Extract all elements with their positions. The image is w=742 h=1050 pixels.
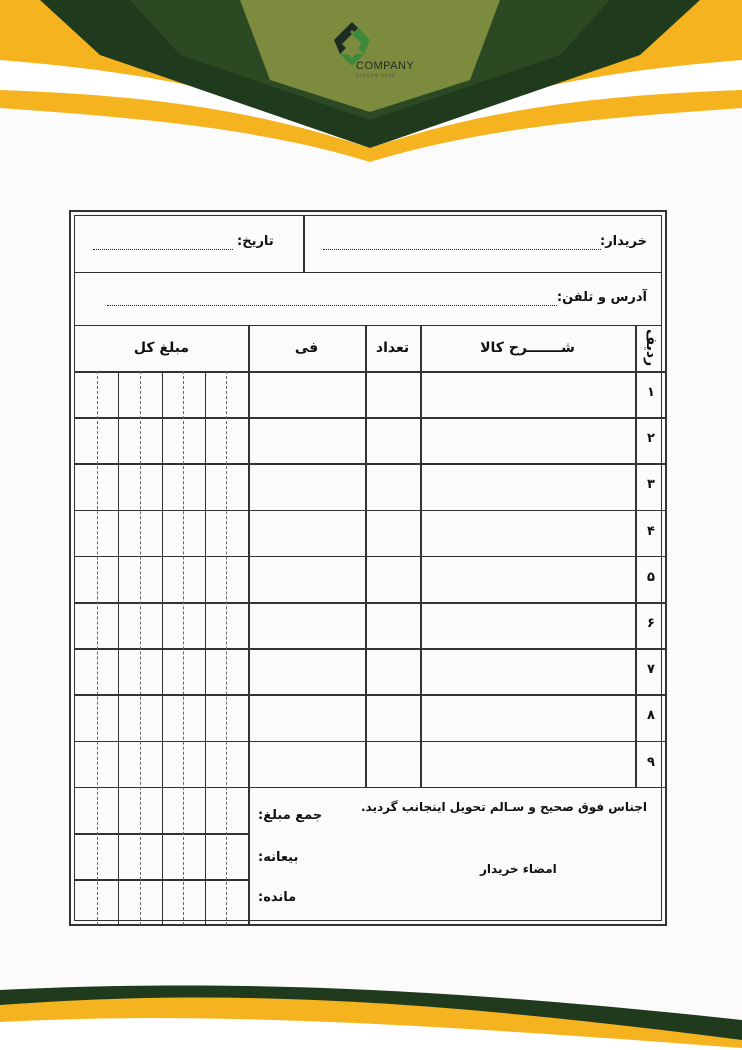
row-number: ۶	[647, 616, 655, 631]
row-number: ۹	[647, 754, 655, 770]
header-bottom-line	[75, 371, 667, 373]
buyer-signature: امضاء خریدار	[480, 862, 557, 876]
row-number: ۲	[647, 431, 655, 447]
footer-decoration	[0, 960, 742, 1050]
digit-separator	[162, 371, 163, 925]
row-divider	[303, 216, 305, 272]
row-line	[75, 602, 667, 604]
row-line	[75, 556, 667, 558]
row-number: ۷	[647, 662, 655, 678]
row-line	[75, 694, 667, 696]
row-number: ۵	[647, 569, 655, 585]
delivery-statement: اجناس فوق صحیح و سـالم تحویل اینجانب گردید.	[360, 800, 647, 814]
header-row-number: ردیف	[643, 329, 659, 367]
digit-separator-dashed	[97, 371, 98, 925]
digit-separator-dashed	[140, 371, 141, 925]
row-line	[75, 417, 667, 419]
date-field[interactable]	[93, 249, 233, 250]
row-line	[75, 463, 667, 465]
column-line	[248, 325, 250, 925]
row-number: ۸	[647, 708, 655, 724]
header-description: شـــــــرح کالا	[480, 340, 575, 356]
buyer-date-row	[75, 216, 661, 273]
company-tagline: SLOGAN HERE	[356, 73, 396, 78]
header-quantity: تعداد	[375, 340, 410, 356]
buyer-label: خریدار:	[600, 234, 647, 249]
company-name: COMPANY	[356, 60, 415, 72]
digit-separator-dashed	[226, 371, 227, 925]
address-row	[75, 272, 661, 326]
row-line	[75, 648, 667, 650]
digit-separator	[118, 371, 119, 925]
header-unit-price: فی	[294, 340, 319, 356]
row-number: ۳	[647, 477, 655, 493]
total-amount-label: جمع مبلغ:	[258, 808, 323, 823]
row-line	[75, 510, 667, 512]
row-number: ۴	[647, 523, 655, 539]
column-line	[365, 325, 367, 787]
address-field[interactable]	[107, 305, 557, 306]
row-line	[75, 741, 667, 743]
form-inner-border	[74, 215, 662, 921]
remaining-label: مانده:	[258, 890, 297, 905]
header-total: مبلغ کل	[133, 340, 190, 356]
row-number: ۱	[647, 385, 655, 400]
address-label: آدرس و تلفن:	[556, 290, 647, 305]
digit-separator-dashed	[183, 371, 184, 925]
date-label: تاریخ:	[237, 234, 274, 249]
invoice-form	[69, 210, 667, 926]
deposit-label: بیعانه:	[258, 850, 299, 865]
buyer-field[interactable]	[323, 249, 601, 250]
column-line	[420, 325, 422, 787]
digit-separator	[205, 371, 206, 925]
row-line	[75, 787, 667, 789]
